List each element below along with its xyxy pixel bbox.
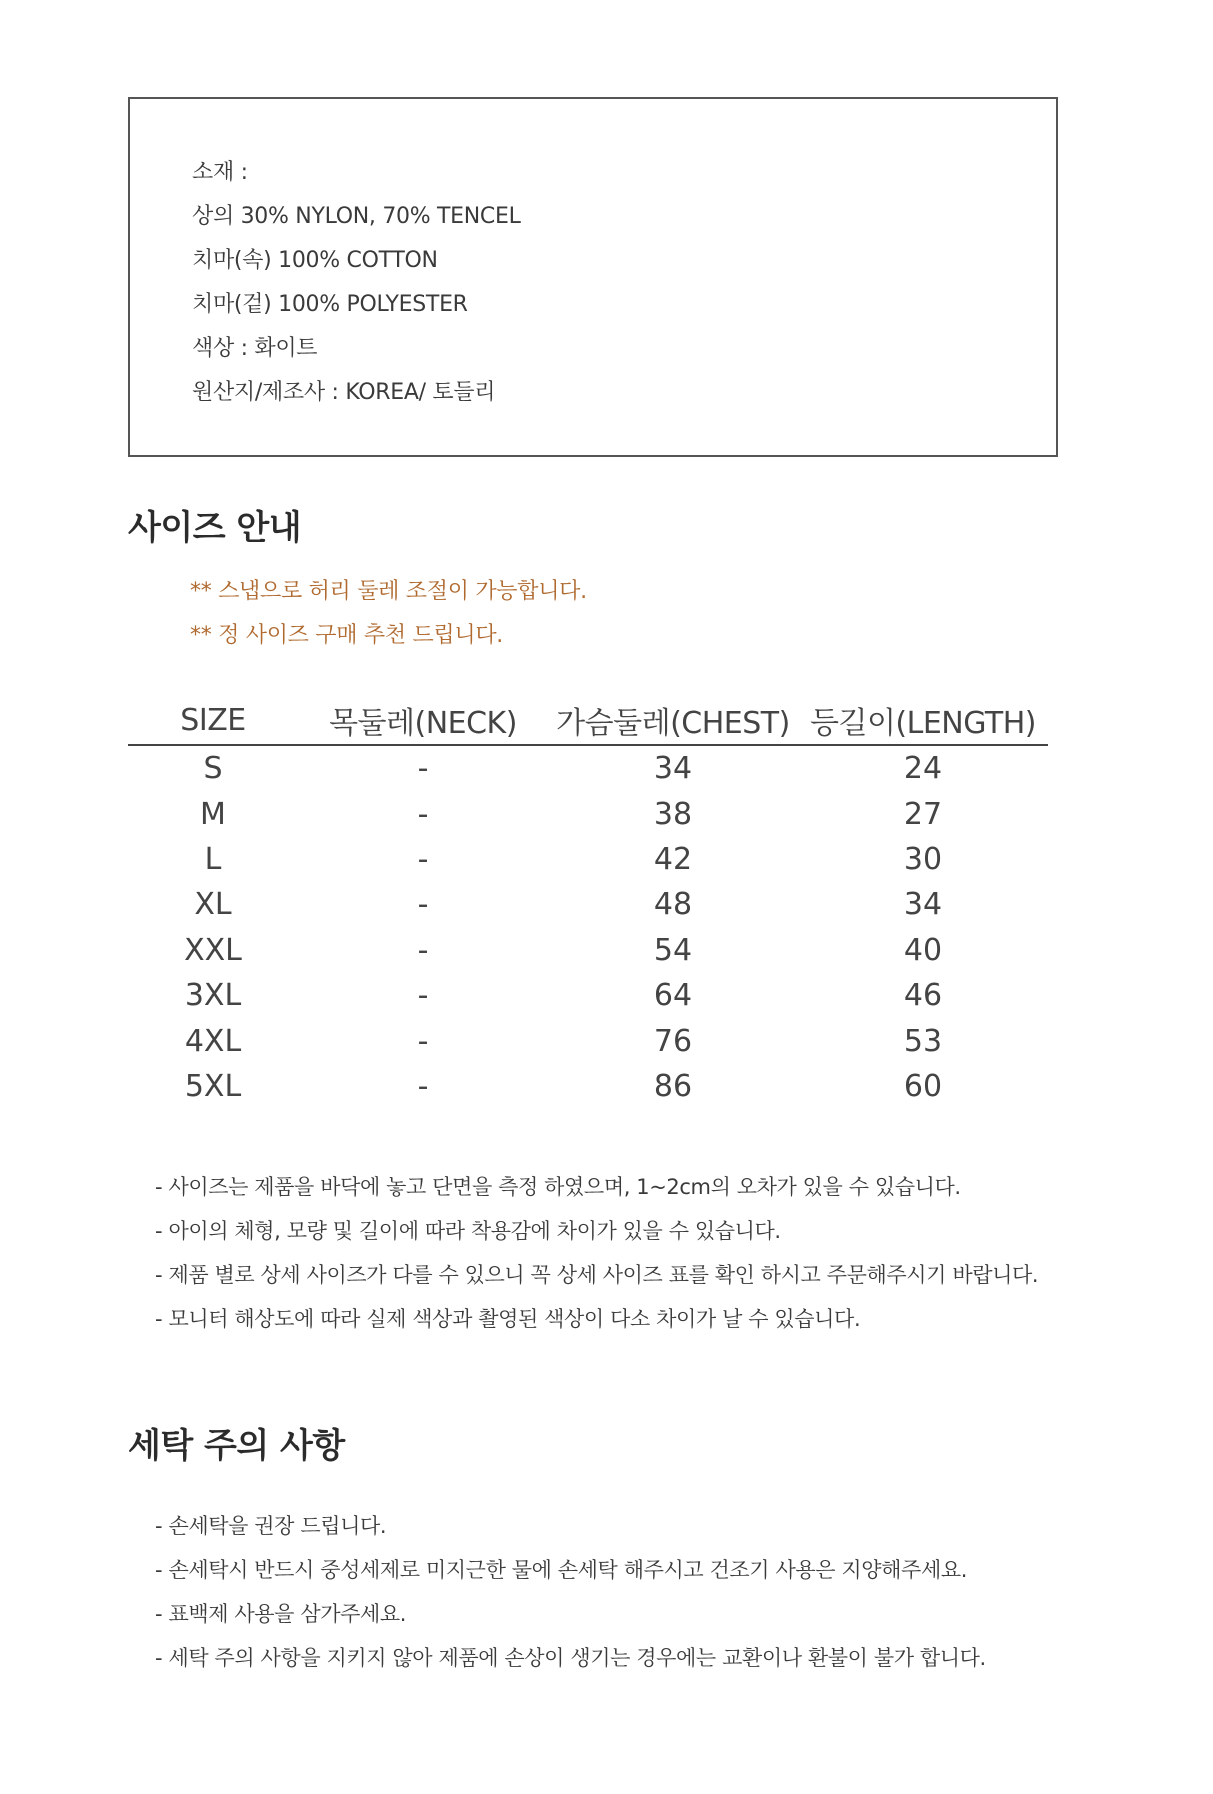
- skirt-inner-material: 치마(속) 100% COTTON: [192, 248, 438, 273]
- table-row: [128, 1064, 1048, 1109]
- washing-item: - 세탁 주의 사항을 지키지 않아 제품에 손상이 생기는 경우에는 교환이나 환불이 불가 합니다.: [155, 1646, 986, 1670]
- washing-item: - 손세탁을 권장 드립니다.: [155, 1514, 387, 1538]
- length-cell: 30: [903, 841, 943, 877]
- neck-cell: -: [417, 887, 429, 923]
- color-info: 색상 : 화이트: [192, 336, 318, 361]
- size-cell: L: [204, 841, 222, 877]
- disclaimer-item: - 모니터 해상도에 따라 실제 색상과 촬영된 색상이 다소 차이가 날 수 있습니다.: [155, 1307, 861, 1331]
- washing-title: 세탁 주의 사항: [128, 1426, 345, 1466]
- chest-cell: 86: [653, 1068, 693, 1104]
- table-row: [128, 837, 1048, 882]
- product-info-list: [192, 151, 521, 415]
- size-cell: 4XL: [184, 1023, 242, 1059]
- neck-cell: -: [417, 978, 429, 1014]
- size-disclaimers: [155, 1165, 1038, 1341]
- size-cell: S: [203, 751, 223, 787]
- size-cell: 3XL: [184, 978, 242, 1014]
- header-chest: 가슴둘레(CHEST): [548, 696, 798, 745]
- size-table-header-row: [128, 696, 1048, 745]
- disclaimer-item: - 아이의 체형, 모량 및 길이에 따라 착용감에 차이가 있을 수 있습니다.: [155, 1219, 781, 1243]
- length-cell: 34: [903, 887, 943, 923]
- length-cell: 27: [903, 796, 943, 832]
- chest-cell: 48: [653, 887, 693, 923]
- header-length: 등길이(LENGTH): [798, 696, 1048, 745]
- table-row: [128, 791, 1048, 836]
- chest-cell: 54: [653, 932, 693, 968]
- size-note: ** 스냅으로 허리 둘레 조절이 가능합니다.: [190, 579, 587, 604]
- length-cell: 46: [903, 978, 943, 1014]
- neck-cell: -: [417, 751, 429, 787]
- skirt-outer-material: 치마(겉) 100% POLYESTER: [192, 292, 468, 317]
- chest-cell: 64: [653, 978, 693, 1014]
- table-row: [128, 745, 1048, 791]
- disclaimer-item: - 제품 별로 상세 사이즈가 다를 수 있으니 꼭 상세 사이즈 표를 확인 하시고 주문해주시기 바랍니다.: [155, 1263, 1039, 1287]
- size-table: [128, 696, 1048, 1109]
- chest-cell: 76: [653, 1023, 693, 1059]
- size-note: ** 정 사이즈 구매 추천 드립니다.: [190, 623, 503, 648]
- washing-item: - 손세탁시 반드시 중성세제로 미지근한 물에 손세탁 해주시고 건조기 사용은 지양해주세요.: [155, 1558, 967, 1582]
- size-cell: 5XL: [184, 1068, 242, 1104]
- size-cell: XL: [194, 887, 232, 923]
- table-row: [128, 1018, 1048, 1063]
- size-cell: XXL: [184, 932, 242, 968]
- product-info-box: [128, 97, 1058, 457]
- neck-cell: -: [417, 932, 429, 968]
- washing-item: - 표백제 사용을 삼가주세요.: [155, 1602, 407, 1626]
- material-label: 소재 :: [192, 160, 248, 185]
- table-row: [128, 882, 1048, 927]
- neck-cell: -: [417, 1068, 429, 1104]
- table-row: [128, 973, 1048, 1018]
- length-cell: 40: [903, 932, 943, 968]
- length-cell: 53: [903, 1023, 943, 1059]
- top-material: 상의 30% NYLON, 70% TENCEL: [192, 204, 521, 229]
- disclaimer-item: - 사이즈는 제품을 바닥에 놓고 단면을 측정 하였으며, 1~2cm의 오차가 있을 수 있습니다.: [155, 1175, 961, 1199]
- table-row: [128, 928, 1048, 973]
- origin-manufacturer: 원산지/제조사 : KOREA/ 토들리: [192, 380, 496, 405]
- header-neck: 목둘레(NECK): [298, 696, 548, 745]
- length-cell: 60: [903, 1068, 943, 1104]
- neck-cell: -: [417, 796, 429, 832]
- washing-instructions: [155, 1504, 986, 1680]
- neck-cell: -: [417, 1023, 429, 1059]
- size-cell: M: [200, 796, 226, 832]
- neck-cell: -: [417, 841, 429, 877]
- chest-cell: 34: [653, 751, 693, 787]
- header-size: SIZE: [128, 696, 298, 745]
- size-guide-title: 사이즈 안내: [128, 508, 302, 548]
- chest-cell: 42: [653, 841, 693, 877]
- size-notes: [190, 570, 587, 658]
- chest-cell: 38: [653, 796, 693, 832]
- length-cell: 24: [903, 751, 943, 787]
